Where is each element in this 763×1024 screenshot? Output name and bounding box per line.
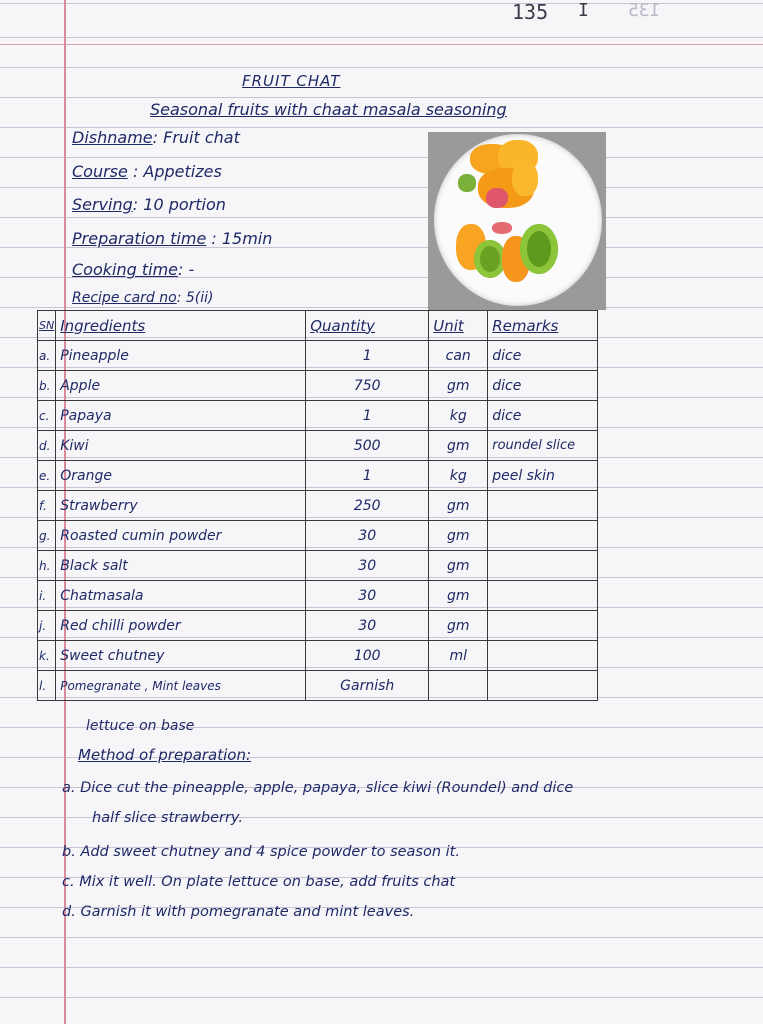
method-step-a-cont: half slice strawberry. xyxy=(92,810,243,826)
row-sn: b. xyxy=(38,371,56,401)
meta-key: Preparation time xyxy=(72,229,207,248)
meta-value: - xyxy=(188,260,195,279)
meta-key: Recipe card no xyxy=(72,290,177,306)
row-unit: gm xyxy=(429,371,488,401)
method-step-d xyxy=(62,904,414,920)
meta-value: 15min xyxy=(221,229,273,248)
row-quantity: 250 xyxy=(306,491,429,521)
strawberry-slice xyxy=(486,188,508,208)
row-ingredient: Kiwi xyxy=(56,431,306,461)
row-remarks xyxy=(488,641,598,671)
row-remarks xyxy=(488,581,598,611)
row-remarks xyxy=(488,551,598,581)
row-sn: a. xyxy=(38,341,56,371)
mint-leaf xyxy=(458,174,476,192)
table-row xyxy=(38,461,598,491)
row-sn: h. xyxy=(38,551,56,581)
meta-value: Fruit chat xyxy=(163,128,240,147)
step-label: a. xyxy=(62,780,76,796)
meta-key: Serving xyxy=(72,195,133,214)
row-ingredient: Red chilli powder xyxy=(56,611,306,641)
table-row xyxy=(38,401,598,431)
page-number: 135 xyxy=(512,0,549,24)
meta-recipe-card: Recipe card no: 5(ii) xyxy=(72,290,214,306)
row-sn: i. xyxy=(38,581,56,611)
row-remarks: roundel slice xyxy=(488,431,598,461)
table-row xyxy=(38,611,598,641)
step-line: Dice cut the pineapple, apple, papaya, slice kiwi (Roundel) and dice xyxy=(80,780,574,796)
meta-cooking-time: Cooking time: - xyxy=(72,260,195,279)
meta-key: Cooking time xyxy=(72,260,178,279)
row-unit: kg xyxy=(429,461,488,491)
row-ingredient: Orange xyxy=(56,461,306,491)
header-rule xyxy=(0,44,763,45)
table-row xyxy=(38,671,598,701)
row-quantity: 1 xyxy=(306,461,429,491)
pineapple-chunk xyxy=(512,162,538,196)
row-sn: k. xyxy=(38,641,56,671)
meta-value: Appetizes xyxy=(143,162,222,181)
row-unit: can xyxy=(429,341,488,371)
table-row xyxy=(38,521,598,551)
kiwi-slice xyxy=(520,224,558,274)
row-ingredient: Pineapple xyxy=(56,341,306,371)
method-heading: Method of preparation: xyxy=(78,746,252,764)
method-step-c xyxy=(62,874,455,890)
step-line: Garnish it with pomegranate and mint leaves. xyxy=(80,904,415,920)
meta-prep-time: Preparation time : 15min xyxy=(72,229,273,248)
meta-serving: Serving: 10 portion xyxy=(72,195,226,214)
table-row xyxy=(38,431,598,461)
page-mark: I xyxy=(578,0,589,21)
header-sn: SN xyxy=(38,311,56,341)
page-number-ghost: 135 xyxy=(628,0,661,21)
row-quantity: 1 xyxy=(306,401,429,431)
recipe-title: FRUIT CHAT xyxy=(242,72,341,90)
header-ingredients: Ingredients xyxy=(56,311,306,341)
meta-key: Dishname xyxy=(72,128,153,147)
table-row xyxy=(38,581,598,611)
row-quantity: Garnish xyxy=(306,671,429,701)
table-row xyxy=(38,551,598,581)
fruit-chat-photo xyxy=(428,132,606,310)
row-ingredient: Roasted cumin powder xyxy=(56,521,306,551)
method-step-a xyxy=(62,780,573,796)
table-row xyxy=(38,341,598,371)
row-unit: kg xyxy=(429,401,488,431)
row-remarks xyxy=(488,521,598,551)
row-ingredient: Sweet chutney xyxy=(56,641,306,671)
row-unit: gm xyxy=(429,521,488,551)
meta-value: 5(ii) xyxy=(185,290,214,306)
step-label: c. xyxy=(62,874,75,890)
row-remarks: dice xyxy=(488,401,598,431)
header-remarks: Remarks xyxy=(488,311,598,341)
header-quantity: Quantity xyxy=(306,311,429,341)
row-quantity: 30 xyxy=(306,551,429,581)
row-sn: j. xyxy=(38,611,56,641)
row-ingredient: Chatmasala xyxy=(56,581,306,611)
ingredients-table xyxy=(37,310,598,701)
row-quantity: 30 xyxy=(306,611,429,641)
row-ingredient: Pomegranate , Mint leaves xyxy=(56,671,306,701)
row-sn: l. xyxy=(38,671,56,701)
row-unit: gm xyxy=(429,491,488,521)
recipe-subtitle: Seasonal fruits with chaat masala seasoning xyxy=(150,100,507,119)
row-unit: gm xyxy=(429,551,488,581)
row-unit: ml xyxy=(429,641,488,671)
row-sn: g. xyxy=(38,521,56,551)
row-quantity: 30 xyxy=(306,521,429,551)
meta-value: 10 portion xyxy=(143,195,226,214)
row-ingredient: Strawberry xyxy=(56,491,306,521)
row-unit: gm xyxy=(429,611,488,641)
row-unit xyxy=(429,671,488,701)
row-unit: gm xyxy=(429,581,488,611)
row-sn: d. xyxy=(38,431,56,461)
row-ingredient: Papaya xyxy=(56,401,306,431)
row-sn: e. xyxy=(38,461,56,491)
row-remarks: dice xyxy=(488,371,598,401)
table-row xyxy=(38,371,598,401)
meta-key: Course xyxy=(72,162,128,181)
row-remarks xyxy=(488,491,598,521)
row-sn: c. xyxy=(38,401,56,431)
after-table-note: lettuce on base xyxy=(86,718,195,734)
row-ingredient: Black salt xyxy=(56,551,306,581)
row-unit: gm xyxy=(429,431,488,461)
row-quantity: 500 xyxy=(306,431,429,461)
step-label: d. xyxy=(62,904,76,920)
row-remarks: peel skin xyxy=(488,461,598,491)
row-remarks xyxy=(488,611,598,641)
row-remarks: dice xyxy=(488,341,598,371)
step-line: Add sweet chutney and 4 spice powder to season it. xyxy=(80,844,460,860)
strawberry-slice xyxy=(492,222,512,234)
row-remarks xyxy=(488,671,598,701)
row-quantity: 750 xyxy=(306,371,429,401)
row-ingredient: Apple xyxy=(56,371,306,401)
meta-dishname: Dishname: Fruit chat xyxy=(72,128,240,147)
row-quantity: 1 xyxy=(306,341,429,371)
row-sn: f. xyxy=(38,491,56,521)
table-row xyxy=(38,491,598,521)
header-unit: Unit xyxy=(429,311,488,341)
method-step-b xyxy=(62,844,460,860)
step-line: Mix it well. On plate lettuce on base, add fruits chat xyxy=(79,874,456,890)
table-header-row xyxy=(38,311,598,341)
row-quantity: 100 xyxy=(306,641,429,671)
table-row xyxy=(38,641,598,671)
step-label: b. xyxy=(62,844,76,860)
row-quantity: 30 xyxy=(306,581,429,611)
meta-course: Course : Appetizes xyxy=(72,162,222,181)
